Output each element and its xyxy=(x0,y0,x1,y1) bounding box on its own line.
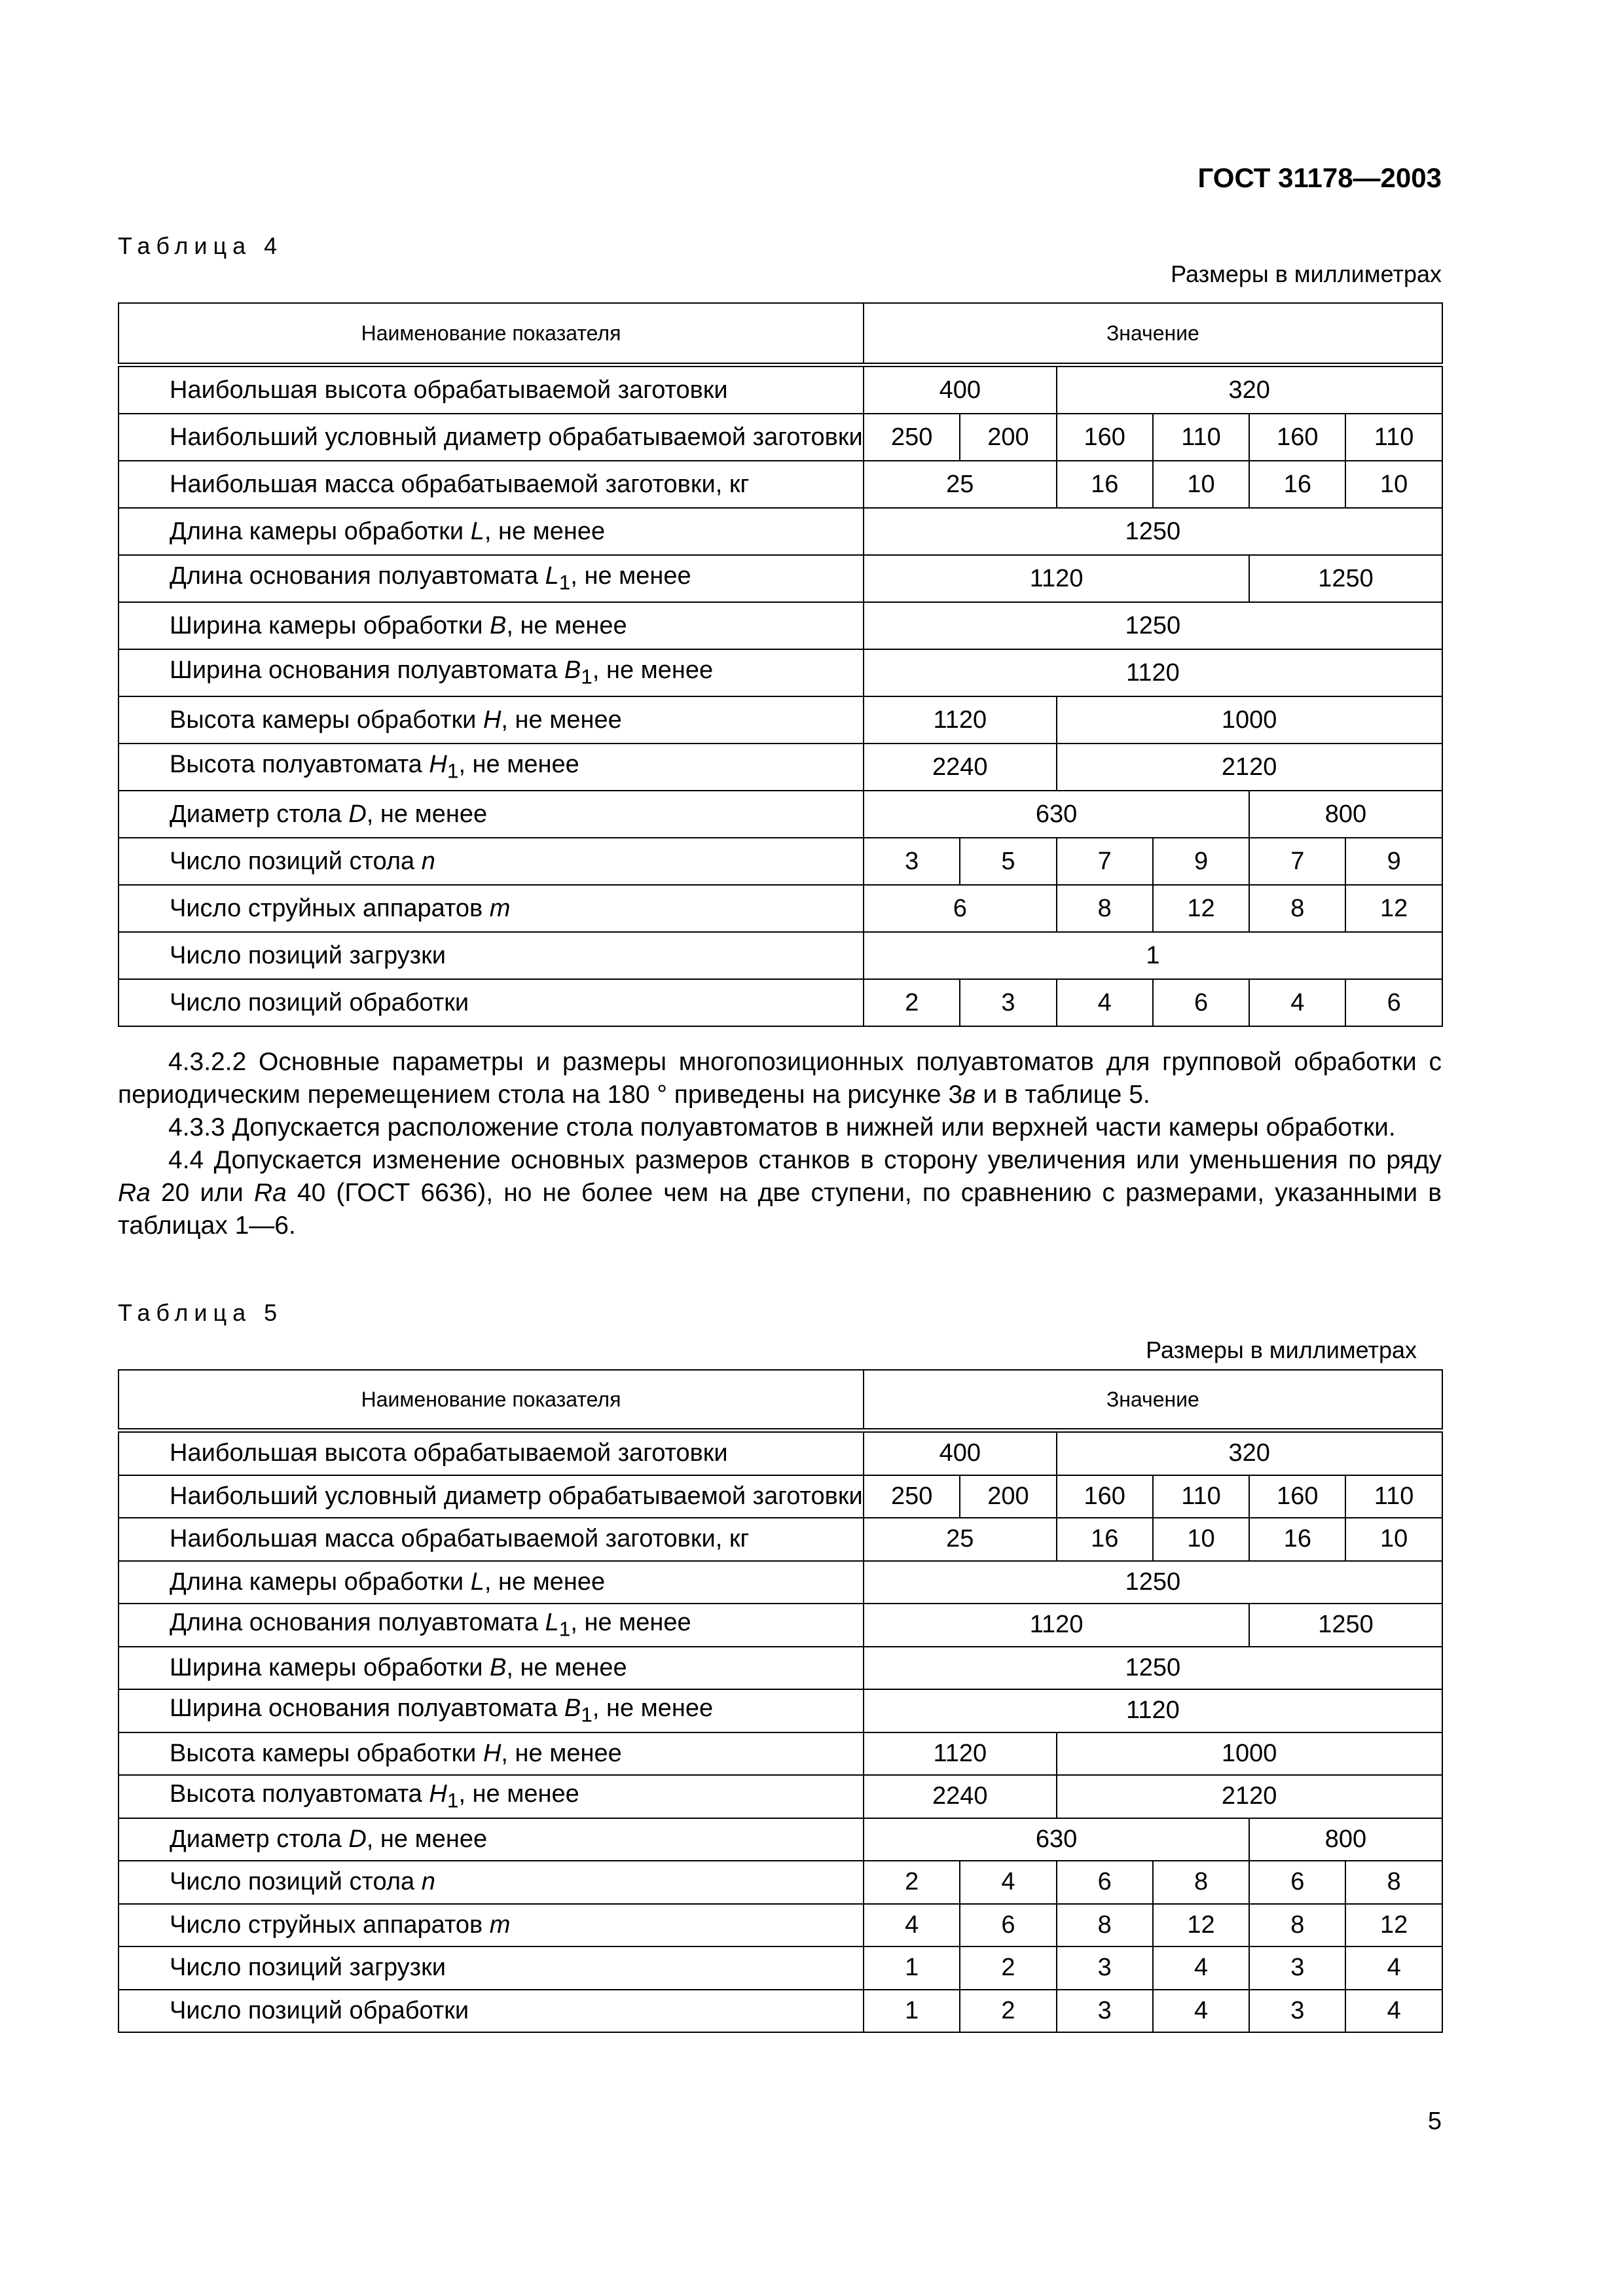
header-row xyxy=(119,303,1442,365)
row-label xyxy=(119,791,864,838)
value-cell: 2240 xyxy=(864,744,1057,791)
value-cell: 160 xyxy=(1057,1475,1153,1518)
label-variable: B xyxy=(564,1694,581,1722)
value-cell: 10 xyxy=(1153,461,1249,508)
value-cell: 1120 xyxy=(864,555,1249,602)
label-suffix: , не менее xyxy=(484,517,606,545)
label-text: Высота камеры обработки xyxy=(170,1739,483,1767)
value-cell: 6 xyxy=(1345,979,1442,1026)
paragraph-segment: Ra xyxy=(118,1179,151,1207)
table-4-units: Размеры в миллиметрах xyxy=(1171,260,1442,287)
value-cell: 9 xyxy=(1345,838,1442,885)
value-cell: 10 xyxy=(1153,1518,1249,1561)
value-cell: 16 xyxy=(1249,1518,1345,1561)
table-4 xyxy=(118,302,1443,1027)
value-cell: 8 xyxy=(1057,1904,1153,1947)
label-text: Высота камеры обработки xyxy=(170,706,483,734)
table-row xyxy=(119,1561,1442,1604)
value-cell: 4 xyxy=(1345,1990,1442,2033)
label-text: Число позиций стола xyxy=(170,1868,422,1896)
value-cell: 1250 xyxy=(1249,555,1442,602)
label-subscript: 1 xyxy=(558,570,571,594)
table-row xyxy=(119,1732,1442,1776)
value-cell: 2 xyxy=(960,1946,1056,1990)
value-cell: 12 xyxy=(1345,885,1442,932)
value-cell: 5 xyxy=(960,838,1056,885)
row-label xyxy=(119,1732,864,1776)
value-cell: 16 xyxy=(1057,1518,1153,1561)
label-text: Длина основания полуавтомата xyxy=(170,562,545,590)
label-text: Число струйных аппаратов xyxy=(170,894,490,922)
value-cell: 200 xyxy=(960,1475,1056,1518)
value-cell: 4 xyxy=(1345,1946,1442,1990)
value-cell: 6 xyxy=(1057,1861,1153,1904)
label-suffix: , не менее xyxy=(458,751,579,779)
label-variable: n xyxy=(421,847,435,875)
label-text: Наибольшая масса обрабатываемой заготовки, кг xyxy=(170,1525,750,1553)
table-row xyxy=(119,1990,1442,2033)
value-cell: 1 xyxy=(864,1946,960,1990)
label-text: Длина камеры обработки xyxy=(170,1568,471,1596)
label-suffix: , не менее xyxy=(501,706,622,734)
value-cell: 6 xyxy=(1249,1861,1345,1904)
value-cell: 3 xyxy=(960,979,1056,1026)
value-cell: 6 xyxy=(1153,979,1249,1026)
label-subscript: 1 xyxy=(558,1617,571,1641)
label-text: Число позиций загрузки xyxy=(170,1954,446,1982)
label-text: Наибольший условный диаметр обрабатываемой заготовки xyxy=(170,423,863,451)
label-variable: L xyxy=(545,562,559,590)
page-number: 5 xyxy=(1427,2108,1442,2135)
label-suffix: , не менее xyxy=(484,1568,606,1596)
label-text: Ширина камеры обработки xyxy=(170,611,490,639)
label-text: Наибольшая высота обрабатываемой заготовки xyxy=(170,1439,728,1467)
paragraph xyxy=(118,1111,1442,1144)
table-5-caption: Таблица 5 xyxy=(118,1299,283,1326)
value-cell: 1000 xyxy=(1057,696,1442,744)
row-label xyxy=(119,744,864,791)
row-label xyxy=(119,1431,864,1475)
value-cell: 2 xyxy=(864,1861,960,1904)
value-cell: 1120 xyxy=(864,1604,1249,1647)
value-cell: 1250 xyxy=(864,1561,1442,1604)
value-cell: 7 xyxy=(1249,838,1345,885)
column-header-name: Наименование показателя xyxy=(119,1370,864,1431)
label-variable: L xyxy=(545,1608,559,1636)
label-variable: D xyxy=(348,800,367,828)
table-row xyxy=(119,696,1442,744)
value-cell: 8 xyxy=(1249,885,1345,932)
value-cell: 7 xyxy=(1057,838,1153,885)
label-text: Число позиций стола xyxy=(170,847,422,875)
value-cell: 3 xyxy=(1057,1946,1153,1990)
value-cell: 2 xyxy=(864,979,960,1026)
column-header-value: Значение xyxy=(864,1370,1442,1431)
table-5-units: Размеры в миллиметрах xyxy=(1146,1336,1417,1363)
table-row xyxy=(119,1604,1442,1647)
label-variable: D xyxy=(348,1825,367,1853)
value-cell: 10 xyxy=(1345,1518,1442,1561)
paragraph-segment: 4.3.2.2 Основные параметры и размеры многопозиционных полуавтоматов для групповой обработки с периодическим перемещением стола на 180 ° приведены на рисунке 3 xyxy=(118,1048,1442,1109)
label-text: Наибольшая высота обрабатываемой заготовки xyxy=(170,376,728,404)
row-label xyxy=(119,414,864,461)
row-label xyxy=(119,1861,864,1904)
label-text: Длина основания полуавтомата xyxy=(170,1608,545,1636)
value-cell: 800 xyxy=(1249,791,1442,838)
value-cell: 110 xyxy=(1153,414,1249,461)
value-cell: 1 xyxy=(864,1990,960,2033)
row-label xyxy=(119,838,864,885)
value-cell: 4 xyxy=(1057,979,1153,1026)
label-text: Ширина основания полуавтомата xyxy=(170,1694,564,1722)
label-variable: H xyxy=(429,1780,447,1808)
row-label xyxy=(119,1990,864,2033)
body-text xyxy=(118,1046,1442,1242)
paragraph-segment: и в таблице 5. xyxy=(976,1081,1150,1109)
label-variable: n xyxy=(421,1868,435,1896)
label-variable: L xyxy=(470,1568,484,1596)
value-cell: 12 xyxy=(1345,1904,1442,1947)
value-cell: 4 xyxy=(1153,1990,1249,2033)
row-label xyxy=(119,602,864,649)
label-variable: m xyxy=(489,894,511,922)
row-label xyxy=(119,1904,864,1947)
label-suffix: , не менее xyxy=(366,1825,488,1853)
row-label xyxy=(119,365,864,414)
table-4-caption: Таблица 4 xyxy=(118,232,283,259)
value-cell: 110 xyxy=(1345,414,1442,461)
value-cell: 8 xyxy=(1249,1904,1345,1947)
row-label xyxy=(119,885,864,932)
table-row xyxy=(119,838,1442,885)
row-label xyxy=(119,1775,864,1818)
value-cell: 250 xyxy=(864,414,960,461)
value-cell: 160 xyxy=(1057,414,1153,461)
table-row xyxy=(119,365,1442,414)
row-label xyxy=(119,979,864,1026)
table-row xyxy=(119,508,1442,555)
label-suffix: , не менее xyxy=(592,1694,714,1722)
table-row xyxy=(119,1689,1442,1732)
label-suffix: , не менее xyxy=(592,656,714,685)
value-cell: 110 xyxy=(1345,1475,1442,1518)
table-row xyxy=(119,932,1442,979)
value-cell: 3 xyxy=(1249,1990,1345,2033)
table-row xyxy=(119,1946,1442,1990)
value-cell: 10 xyxy=(1345,461,1442,508)
value-cell: 160 xyxy=(1249,414,1345,461)
value-cell: 1120 xyxy=(864,696,1057,744)
row-label xyxy=(119,1561,864,1604)
label-text: Диаметр стола xyxy=(170,1825,349,1853)
paragraph-segment: 4.3.3 Допускается расположение стола полуавтоматов в нижней или верхней части камеры обработки. xyxy=(168,1113,1396,1141)
value-cell: 2120 xyxy=(1057,744,1442,791)
value-cell: 2240 xyxy=(864,1775,1057,1818)
row-label xyxy=(119,508,864,555)
label-text: Длина камеры обработки xyxy=(170,517,471,545)
value-cell: 3 xyxy=(1249,1946,1345,1990)
value-cell: 1120 xyxy=(864,1732,1057,1776)
label-suffix: , не менее xyxy=(570,562,691,590)
value-cell: 1000 xyxy=(1057,1732,1442,1776)
paragraph-segment: 4.4 Допускается изменение основных размеров станков в сторону увеличения или уменьшения по ряду xyxy=(168,1146,1442,1174)
paragraph-segment: 20 или xyxy=(150,1179,254,1207)
label-text: Ширина камеры обработки xyxy=(170,1653,490,1681)
value-cell: 400 xyxy=(864,1431,1057,1475)
table-row xyxy=(119,791,1442,838)
value-cell: 12 xyxy=(1153,1904,1249,1947)
table-row xyxy=(119,1818,1442,1861)
table-5 xyxy=(118,1369,1443,2033)
paragraph-segment: в xyxy=(962,1081,976,1109)
table-row xyxy=(119,602,1442,649)
value-cell: 2120 xyxy=(1057,1775,1442,1818)
value-cell: 8 xyxy=(1153,1861,1249,1904)
table-row xyxy=(119,1775,1442,1818)
row-label xyxy=(119,1818,864,1861)
value-cell: 12 xyxy=(1153,885,1249,932)
label-suffix: , не менее xyxy=(366,800,488,828)
paragraph xyxy=(118,1144,1442,1242)
label-suffix: , не менее xyxy=(458,1780,579,1808)
label-suffix: , не менее xyxy=(570,1608,691,1636)
value-cell: 3 xyxy=(864,838,960,885)
value-cell: 6 xyxy=(960,1904,1056,1947)
table-row xyxy=(119,555,1442,602)
table-row xyxy=(119,979,1442,1026)
value-cell: 2 xyxy=(960,1990,1056,2033)
label-variable: H xyxy=(483,1739,501,1767)
table-row xyxy=(119,1647,1442,1690)
label-text: Высота полуавтомата xyxy=(170,1780,429,1808)
label-variable: B xyxy=(564,656,581,685)
value-cell: 250 xyxy=(864,1475,960,1518)
row-label xyxy=(119,461,864,508)
table-row xyxy=(119,649,1442,696)
row-label xyxy=(119,649,864,696)
value-cell: 200 xyxy=(960,414,1056,461)
label-text: Ширина основания полуавтомата xyxy=(170,656,564,685)
value-cell: 160 xyxy=(1249,1475,1345,1518)
label-text: Число позиций обработки xyxy=(170,988,469,1016)
column-header-value: Значение xyxy=(864,303,1442,365)
value-cell: 320 xyxy=(1057,1431,1442,1475)
label-text: Наибольший условный диаметр обрабатываемой заготовки xyxy=(170,1482,863,1510)
row-label xyxy=(119,1647,864,1690)
label-variable: H xyxy=(429,751,447,779)
document-title: ГОСТ 31178—2003 xyxy=(1197,162,1442,193)
label-suffix: , не менее xyxy=(506,611,627,639)
row-label xyxy=(119,1946,864,1990)
value-cell: 110 xyxy=(1153,1475,1249,1518)
value-cell: 1120 xyxy=(864,649,1442,696)
label-text: Наибольшая масса обрабатываемой заготовки, кг xyxy=(170,470,750,498)
table-row xyxy=(119,461,1442,508)
value-cell: 1250 xyxy=(864,602,1442,649)
row-label xyxy=(119,1518,864,1561)
table-row xyxy=(119,1861,1442,1904)
value-cell: 320 xyxy=(1057,365,1442,414)
value-cell: 25 xyxy=(864,1518,1057,1561)
value-cell: 4 xyxy=(864,1904,960,1947)
value-cell: 1250 xyxy=(864,508,1442,555)
value-cell: 4 xyxy=(1153,1946,1249,1990)
value-cell: 6 xyxy=(864,885,1057,932)
value-cell: 3 xyxy=(1057,1990,1153,2033)
value-cell: 630 xyxy=(864,1818,1249,1861)
row-label xyxy=(119,1604,864,1647)
label-subscript: 1 xyxy=(581,664,593,689)
value-cell: 1120 xyxy=(864,1689,1442,1732)
label-subscript: 1 xyxy=(581,1702,593,1727)
label-variable: m xyxy=(489,1910,511,1939)
value-cell: 4 xyxy=(960,1861,1056,1904)
label-variable: H xyxy=(483,706,501,734)
paragraph-segment: Ra xyxy=(253,1179,287,1207)
row-label xyxy=(119,932,864,979)
paragraph-segment: 40 (ГОСТ 6636), но не более чем на две ступени, по сравнению с размерами, указанными в таблицах 1—6. xyxy=(118,1179,1442,1240)
value-cell: 8 xyxy=(1057,885,1153,932)
row-label xyxy=(119,1475,864,1518)
value-cell: 4 xyxy=(1249,979,1345,1026)
label-text: Число позиций обработки xyxy=(170,1996,469,2024)
value-cell: 16 xyxy=(1057,461,1153,508)
label-variable: B xyxy=(490,1653,507,1681)
label-subscript: 1 xyxy=(447,759,459,783)
value-cell: 9 xyxy=(1153,838,1249,885)
label-variable: B xyxy=(490,611,507,639)
table-row xyxy=(119,1518,1442,1561)
row-label xyxy=(119,696,864,744)
paragraph xyxy=(118,1046,1442,1111)
table-row xyxy=(119,1904,1442,1947)
label-text: Диаметр стола xyxy=(170,800,349,828)
table-row xyxy=(119,744,1442,791)
value-cell: 1250 xyxy=(1249,1604,1442,1647)
label-subscript: 1 xyxy=(447,1788,459,1812)
column-header-name: Наименование показателя xyxy=(119,303,864,365)
value-cell: 25 xyxy=(864,461,1057,508)
value-cell: 630 xyxy=(864,791,1249,838)
row-label xyxy=(119,1689,864,1732)
value-cell: 8 xyxy=(1345,1861,1442,1904)
value-cell: 400 xyxy=(864,365,1057,414)
table-row xyxy=(119,414,1442,461)
label-suffix: , не менее xyxy=(501,1739,622,1767)
label-text: Число струйных аппаратов xyxy=(170,1910,490,1939)
value-cell: 800 xyxy=(1249,1818,1442,1861)
table-row xyxy=(119,885,1442,932)
row-label xyxy=(119,555,864,602)
value-cell: 1250 xyxy=(864,1647,1442,1690)
table-row xyxy=(119,1431,1442,1475)
label-variable: L xyxy=(470,517,484,545)
label-suffix: , не менее xyxy=(506,1653,627,1681)
header-row xyxy=(119,1370,1442,1431)
value-cell: 16 xyxy=(1249,461,1345,508)
label-text: Число позиций загрузки xyxy=(170,941,446,969)
table-row xyxy=(119,1475,1442,1518)
label-text: Высота полуавтомата xyxy=(170,751,429,779)
value-cell: 1 xyxy=(864,932,1442,979)
